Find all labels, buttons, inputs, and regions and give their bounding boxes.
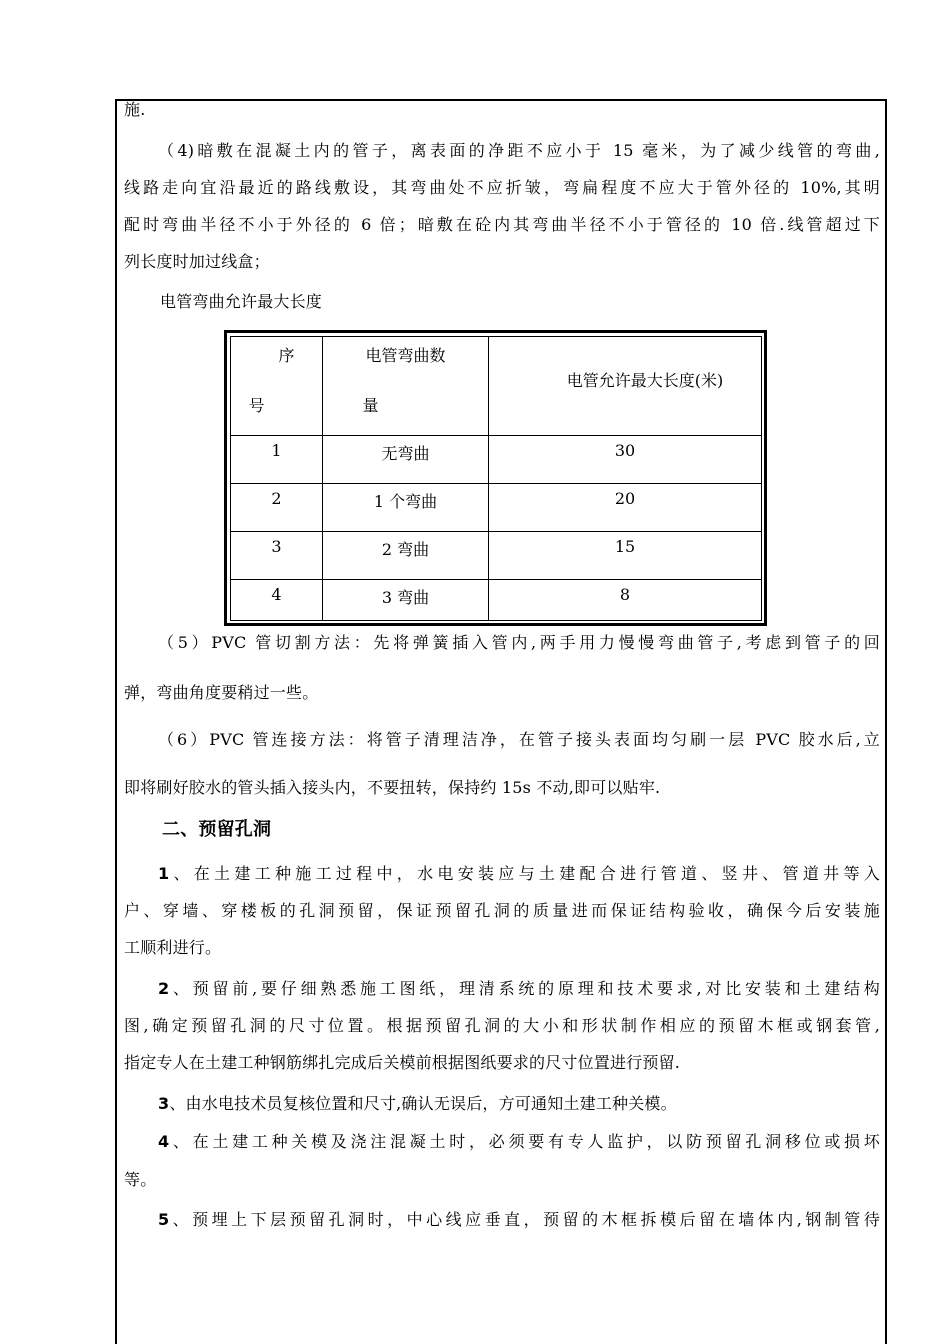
header-length-label: 电管允许最大长度(米) <box>566 371 724 390</box>
text-line: 列长度时加过线盒； <box>124 252 270 271</box>
text-line: （4)暗敷在混凝土内的管子，离表面的净距不应小于 15 毫米，为了减少线管的弯曲, <box>158 141 880 160</box>
list-item <box>158 864 880 884</box>
header-count-bottom: 量 <box>362 396 379 415</box>
cell-length: 30 <box>489 436 762 484</box>
section-heading: 二、预留孔洞 <box>162 819 272 840</box>
text-line: 施. <box>124 100 146 119</box>
header-seq-top: 序 <box>278 346 295 365</box>
text-line: （6）PVC 管连接方法：将管子清理洁净，在管子接头表面均匀刷一层 PVC 胶水后,立 <box>158 730 880 749</box>
item-text: 、预留前,要仔细熟悉施工图纸，理清系统的原理和技术要求,对比安装和土建结构 <box>169 979 880 998</box>
cell-length: 15 <box>489 532 762 580</box>
table-caption: 电管弯曲允许最大长度 <box>160 292 323 311</box>
list-item <box>158 1132 880 1152</box>
text-line: 线路走向宜沿最近的路线敷设，其弯曲处不应折皱，弯扁程度不应大于管外径的 10%,其明 <box>124 178 880 197</box>
cell-length: 8 <box>489 580 762 621</box>
item-text: 、在土建工种施工过程中，水电安装应与土建配合进行管道、竖井、管道井等入 <box>169 864 880 883</box>
header-count-top: 电管弯曲数 <box>365 346 446 365</box>
text-line: （5）PVC 管切割方法：先将弹簧插入管内,两手用力慢慢弯曲管子,考虑到管子的回 <box>158 633 880 652</box>
list-item <box>158 1210 880 1230</box>
header-seq <box>231 337 323 436</box>
item-number: 3 <box>158 1094 170 1113</box>
cell-count: 2 弯曲 <box>323 532 489 580</box>
text-line: 工顺利进行。 <box>124 938 222 957</box>
document-frame <box>115 99 887 1344</box>
cell-length: 20 <box>489 484 762 532</box>
header-length <box>489 337 762 436</box>
item-text: 、在土建工种关模及浇注混凝土时，必须要有专人监护，以防预留孔洞移位或损坏 <box>169 1132 880 1151</box>
item-text: 、预埋上下层预留孔洞时，中心线应垂直，预留的木框拆模后留在墙体内,钢制管待 <box>169 1210 880 1229</box>
list-item <box>158 979 880 999</box>
item-number: 2 <box>158 979 170 998</box>
item-text: 、由水电技术员复核位置和尺寸,确认无误后，方可通知土建工种关模。 <box>169 1094 677 1113</box>
text-line: 图,确定预留孔洞的尺寸位置。根据预留孔洞的大小和形状制作相应的预留木框或钢套管, <box>124 1016 880 1035</box>
bend-length-table <box>224 330 767 626</box>
text-line: 户、穿墙、穿楼板的孔洞预留，保证预留孔洞的质量进而保证结构验收，确保今后安装施 <box>124 901 880 920</box>
text-line: 指定专人在土建工种钢筋绑扎完成后关模前根据图纸要求的尺寸位置进行预留. <box>124 1053 681 1072</box>
cell-seq: 2 <box>231 484 323 532</box>
text-line: 弹，弯曲角度要稍过一些。 <box>124 683 319 702</box>
header-seq-bottom: 号 <box>248 396 265 415</box>
text-line: 配时弯曲半径不小于外径的 6 倍；暗敷在砼内其弯曲半径不小于管径的 10 倍.线管超过下 <box>124 215 880 234</box>
header-count <box>323 337 489 436</box>
cell-count: 无弯曲 <box>323 436 489 484</box>
table-row <box>231 484 762 532</box>
list-item <box>158 1094 880 1114</box>
table-row <box>231 580 762 621</box>
item-number: 5 <box>158 1210 170 1229</box>
cell-count: 3 弯曲 <box>323 580 489 621</box>
table-row <box>231 532 762 580</box>
text-line: 即将刷好胶水的管头插入接头内，不要扭转，保持约 15s 不动,即可以贴牢. <box>124 778 661 797</box>
cell-seq: 1 <box>231 436 323 484</box>
cell-seq: 3 <box>231 532 323 580</box>
text-line: 等。 <box>124 1170 157 1189</box>
table-row <box>231 436 762 484</box>
item-number: 4 <box>158 1132 170 1151</box>
item-number: 1 <box>158 864 170 883</box>
cell-count: 1 个弯曲 <box>323 484 489 532</box>
cell-seq: 4 <box>231 580 323 621</box>
